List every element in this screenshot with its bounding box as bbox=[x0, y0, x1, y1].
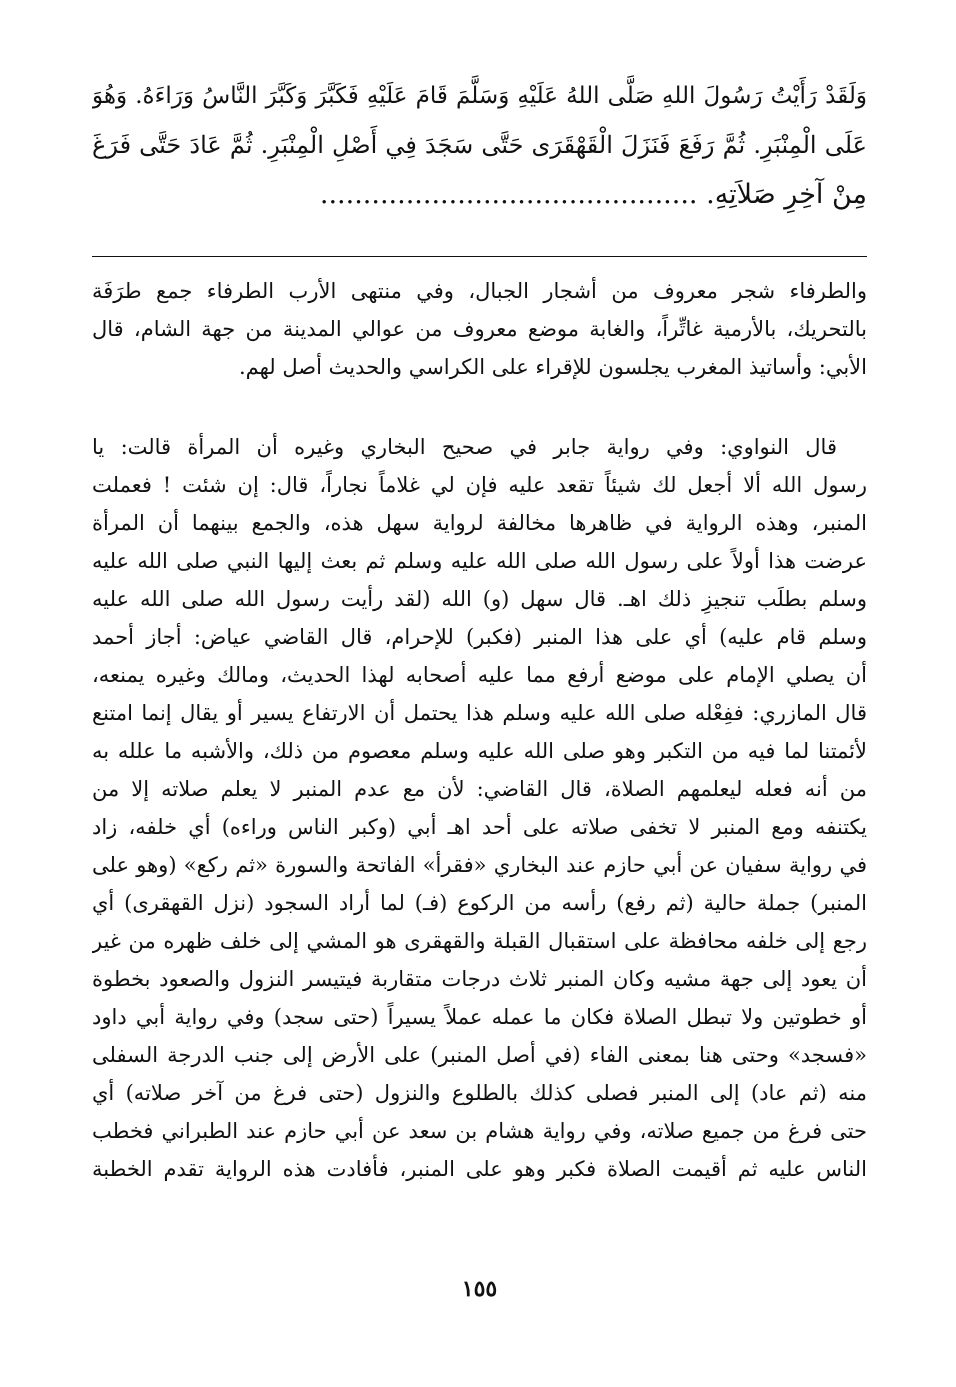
commentary-line: وسلم بطلَب تنجيزِ ذلك اهـ. قال سهل (و) الله (لقد رأيت رسول الله صلى الله عليه bbox=[92, 587, 867, 611]
commentary-line: المنبر، وهذه الرواية في ظاهرها مخالفة لرواية سهل هذه، والجمع بينهما أن المرأة bbox=[92, 511, 867, 535]
commentary-line: يكتنفه ومع المنبر لا تخفى صلاته على أحد اهـ أبي (وكبر الناس وراءه) أي خلفه، زاد bbox=[92, 815, 867, 839]
commentary-line: من أنه فعله ليعلمهم الصلاة، قال القاضي: لأن مع عدم المنبر لا يعلم صلاته إلا من bbox=[92, 777, 867, 801]
commentary-line: رسول الله ألا أجعل لك شيئاً تقعد عليه فإن لي غلاماً نجاراً، قال: إن شئت ! فعملت bbox=[92, 473, 867, 497]
hadith-text bbox=[92, 72, 867, 219]
hadith-line: وَلَقَدْ رَأَيْتُ رَسُولَ اللهِ صَلَّى اللهُ عَلَيْهِ وَسَلَّمَ قَامَ عَلَيْهِ فَكَبَّرَ وَكَبَّرَ النَّاسُ وَرَاءَهُ. وَهُوَ bbox=[92, 83, 867, 109]
book-page bbox=[92, 0, 867, 1387]
paragraph-gap bbox=[92, 386, 867, 428]
commentary-line: الأبي: وأساتيذ المغرب يجلسون للإقراء على الكراسي والحديث أصل لهم. bbox=[238, 355, 867, 379]
commentary-line: عرضت هذا أولاً على رسول الله صلى الله عليه وسلم ثم بعث إليها النبي صلى الله عليه bbox=[92, 549, 867, 573]
commentary-line: قال النواوي: وفي رواية جابر في صحيح البخاري وغيره أن المرأة قالت: يا bbox=[92, 435, 837, 459]
commentary-line: قال المازري: ففِعْله صلى الله عليه وسلم هذا يحتمل أن الارتفاع يسير أو يقال إنما امتنع bbox=[92, 701, 867, 725]
commentary-line: «فسجد» وحتى هنا بمعنى الفاء (في أصل المنبر) على الأرض إلى جنب الدرجة السفلى bbox=[92, 1043, 867, 1067]
commentary-line: أن يصلي الإمام على موضع أرفع مما عليه أصحابه لهذا الحديث، ومالك وغيره يمنعه، bbox=[92, 663, 867, 687]
commentary-line: المنبر) جملة حالية (ثم رفع) رأسه من الركوع (فـ) لما أراد السجود (نزل القهقرى) أي bbox=[92, 891, 867, 915]
page-number: ١٥٥ bbox=[461, 1276, 498, 1302]
hadith-ellipsis: ............................................ bbox=[319, 179, 698, 210]
commentary-line: الناس عليه ثم أقيمت الصلاة فكبر وهو على المنبر، فأفادت هذه الرواية تقدم الخطبة bbox=[92, 1157, 867, 1181]
commentary-line: أو خطوتين ولا تبطل الصلاة فكان ما عمله عملاً يسيراً (حتى سجد) وفي رواية أبي داود bbox=[92, 1005, 867, 1029]
commentary-line: لأئمتنا لما فيه من التكبر وهو صلى الله عليه وسلم معصوم من ذلك، والأشبه ما علله به bbox=[92, 739, 867, 763]
commentary-line: منه (ثم عاد) إلى المنبر فصلى كذلك بالطلوع والنزول (حتى فرغ من آخر صلاته) أي bbox=[92, 1081, 867, 1105]
hadith-line: عَلَى الْمِنْبَرِ. ثُمَّ رَفَعَ فَنَزَلَ الْقَهْقَرَى حَتَّى سَجَدَ فِي أَصْلِ الْمِنْبَرِ. ثُمَّ عَادَ حَتَّى فَرَغَ bbox=[92, 131, 867, 159]
commentary-line: رجع إلى خلفه محافظة على استقبال القبلة والقهقرى هو المشي إلى خلف ظهره من غير bbox=[92, 929, 867, 953]
hadith-line bbox=[92, 170, 867, 219]
commentary-line: في رواية سفيان عن أبي حازم عند البخاري «فقرأ» الفاتحة والسورة «ثم ركع» (وهو على bbox=[92, 853, 867, 877]
separator-rule bbox=[92, 256, 867, 257]
commentary-line: حتى فرغ من جميع صلاته، وفي رواية هشام بن سعد عن أبي حازم عند الطبراني فخطب bbox=[92, 1119, 867, 1143]
commentary-paragraph bbox=[92, 428, 867, 1188]
commentary-line: بالتحريك، بالأرمية غاتِّراً، والغابة موضع معروف من عوالي المدينة من جهة الشام، قال bbox=[92, 317, 867, 341]
commentary-line: وسلم قام عليه) أي على هذا المنبر (فكبر) للإحرام، قال القاضي عياض: أجاز أحمد bbox=[92, 625, 867, 649]
commentary-line: والطرفاء شجر معروف من أشجار الجبال، وفي منتهى الأرب الطرفاء جمع طرَفَة bbox=[92, 279, 867, 303]
commentary-text bbox=[92, 272, 867, 1188]
commentary-line: أن يعود إلى جهة مشيه وكان المنبر ثلاث درجات متقاربة فيتيسر النزول والصعود بخطوة bbox=[92, 967, 867, 991]
hadith-line-text: مِنْ آخِرِ صَلاَتِهِ. bbox=[706, 179, 867, 210]
commentary-paragraph bbox=[92, 272, 867, 386]
